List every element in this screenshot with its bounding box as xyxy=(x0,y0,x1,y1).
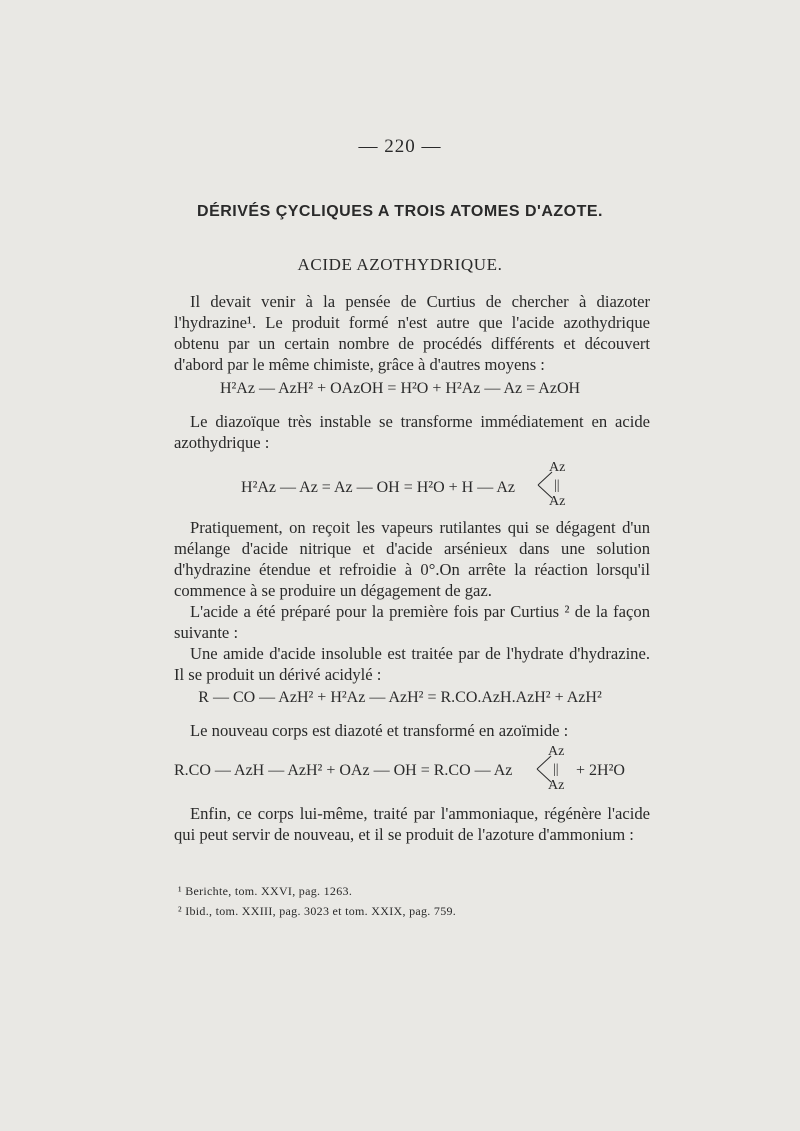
equation-azoimide-main: R.CO — AzH — AzH² + OAz — OH = R.CO — Az xyxy=(174,762,513,779)
azoimide-double-bond: || xyxy=(553,762,559,777)
azoimide-top-atom: Az xyxy=(548,744,565,759)
section-heading: ACIDE AZOTHYDRIQUE. xyxy=(297,255,503,274)
paragraph-enfin: Enfin, ce corps lui-même, traité par l'ammoniaque, régénère l'acide qui peut servir de nouveau, et il se produit de l'azoture d'ammonium : xyxy=(174,804,650,844)
equation-diazotation: H²Az — AzH² + OAzOH = H²O + H²Az — Az = AzOH xyxy=(219,380,581,397)
paragraph-azoimide: Le nouveau corps est diazoté et transformé en azoïmide : xyxy=(190,721,569,740)
footnotes xyxy=(178,881,456,921)
azoimide-tail: + 2H²O xyxy=(576,762,625,779)
azoimide-bottom-atom: Az xyxy=(548,778,565,793)
ring-double-bond: || xyxy=(554,478,560,493)
footnote-2: ² Ibid., tom. XXIII, pag. 3023 et tom. XXIX, pag. 759. xyxy=(178,904,457,918)
chapter-heading: DÉRIVÉS ÇYCLIQUES A TROIS ATOMES D'AZOTE. xyxy=(197,203,603,220)
paragraph-curtius: L'acide a été préparé pour la première fois par Curtius ² de la façon suivante : xyxy=(174,602,650,642)
footnote-1: ¹ Berichte, tom. XXVI, pag. 1263. xyxy=(178,884,353,898)
paragraph-amide: Une amide d'acide insoluble est traitée par de l'hydrate d'hydrazine. Il se produit un dérivé acidylé : xyxy=(174,644,650,684)
paragraph-intro: Il devait venir à la pensée de Curtius de chercher à diazoter l'hydrazine¹. Le produit formé n'est autre que l'acide azothydrique obtenu par un certain nombre de procédés différents et découvert d'abord par le même chimiste, grâce à d'autres moyens : xyxy=(174,292,650,374)
page-number: — 220 — xyxy=(358,136,442,157)
paragraph-diazoique: Le diazoïque très instable se transforme immédiatement en acide azothydrique : xyxy=(174,412,650,452)
equation-acidyle: R — CO — AzH² + H²Az — AzH² = R.CO.AzH.AzH² + AzH² xyxy=(198,689,602,706)
equation-ring-main: H²Az — Az = Az — OH = H²O + H — Az xyxy=(241,479,515,496)
ring-top-atom: Az xyxy=(549,460,566,475)
paragraph-pratiquement: Pratiquement, on reçoit les vapeurs rutilantes qui se dégagent d'un mélange d'acide nitrique et d'acide arsénieux dans une solution d'hydrazine étendue et refroidie à 0°.On arrête la réaction lorsqu'il commence à se produire un dégagement de gaz. xyxy=(174,518,650,600)
ring-bottom-atom: Az xyxy=(549,494,566,509)
